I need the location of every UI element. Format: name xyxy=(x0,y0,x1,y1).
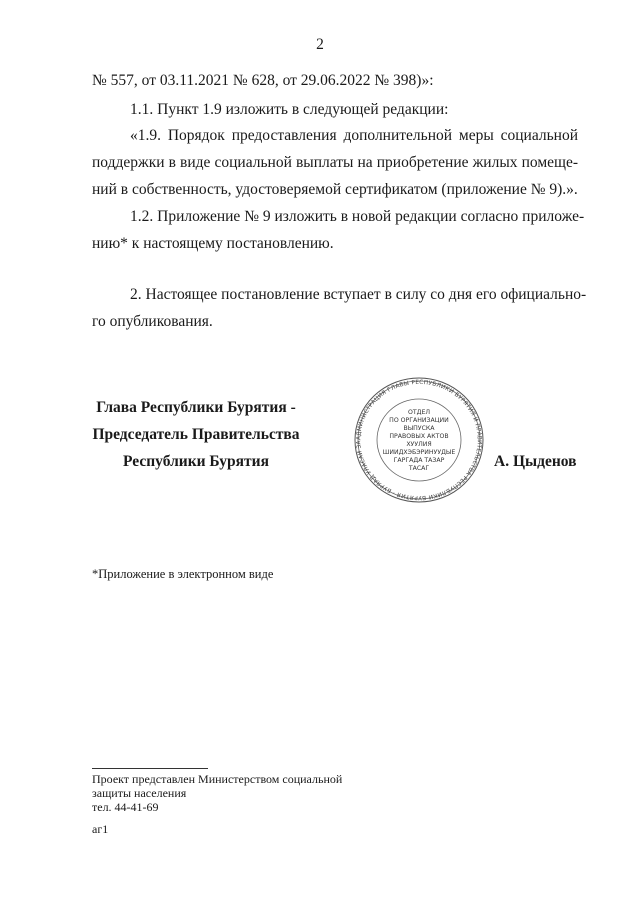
document-code: аг1 xyxy=(92,822,109,836)
body-line-1: № 557, от 03.11.2021 № 628, от 29.06.2022 № 398)»: xyxy=(92,72,434,89)
footer-line-3: тел. 44-41-69 xyxy=(92,800,159,814)
signatory-title-line-2: Председатель Правительства xyxy=(92,426,300,443)
item-2-line-2: го опубликования. xyxy=(92,313,213,330)
quote-line-2: поддержки в виде социальной выплаты на приобретение жилых помеще- xyxy=(92,154,578,171)
seal-center-line-5: ХУУЛИЯ xyxy=(406,441,432,448)
item-1-1: 1.1. Пункт 1.9 изложить в следующей редакции: xyxy=(130,101,449,118)
seal-ring-text: АДМИНИСТРАЦИЯ ГЛАВЫ РЕСПУБЛИКИ БУРЯТИЯ И ПРАВИТЕЛЬСТВА РЕСПУБЛИКИ БУРЯТИЯ · БУРЯАД УЛАСАЙ ЗА xyxy=(356,379,482,501)
signatory-name: А. Цыденов xyxy=(494,453,577,470)
page-number: 2 xyxy=(316,36,324,53)
item-1-2-line-1: 1.2. Приложение № 9 изложить в новой редакции согласно приложе- xyxy=(130,208,585,225)
signatory-title-line-3: Республики Бурятия xyxy=(123,453,269,470)
seal-center-line-2: ПО ОРГАНИЗАЦИИ xyxy=(389,417,449,424)
seal-center-line-4: ПРАВОВЫХ АКТОВ xyxy=(389,433,449,440)
item-2-line-1: 2. Настоящее постановление вступает в силу со дня его официально- xyxy=(130,286,587,303)
quote-line-3: ний в собственность, удостоверяемой сертификатом (приложение № 9).». xyxy=(92,181,578,198)
attachment-footnote: *Приложение в электронном виде xyxy=(92,567,274,581)
seal-center-line-7: ГАРГАДА ТАЗАР xyxy=(393,457,445,464)
seal-center-line-8: ТАСАГ xyxy=(408,465,430,472)
quote-line-1: «1.9. Порядок предоставления дополнительной меры социальной xyxy=(130,127,578,144)
seal-center-line-1: ОТДЕЛ xyxy=(407,409,431,416)
seal-center-line-3: ВЫПУСКА xyxy=(403,425,435,432)
seal-center-line-6: ШИИДХЭБЭРИНУУДЫЕ xyxy=(382,449,456,456)
item-1-2-line-2: нию* к настоящему постановлению. xyxy=(92,235,334,252)
footer-line-1: Проект представлен Министерством социальной xyxy=(92,772,343,786)
footer-line-2: защиты населения xyxy=(92,786,187,800)
official-seal xyxy=(336,376,502,504)
signatory-title-line-1: Глава Республики Бурятия - xyxy=(96,399,296,416)
footer-divider xyxy=(92,768,208,769)
